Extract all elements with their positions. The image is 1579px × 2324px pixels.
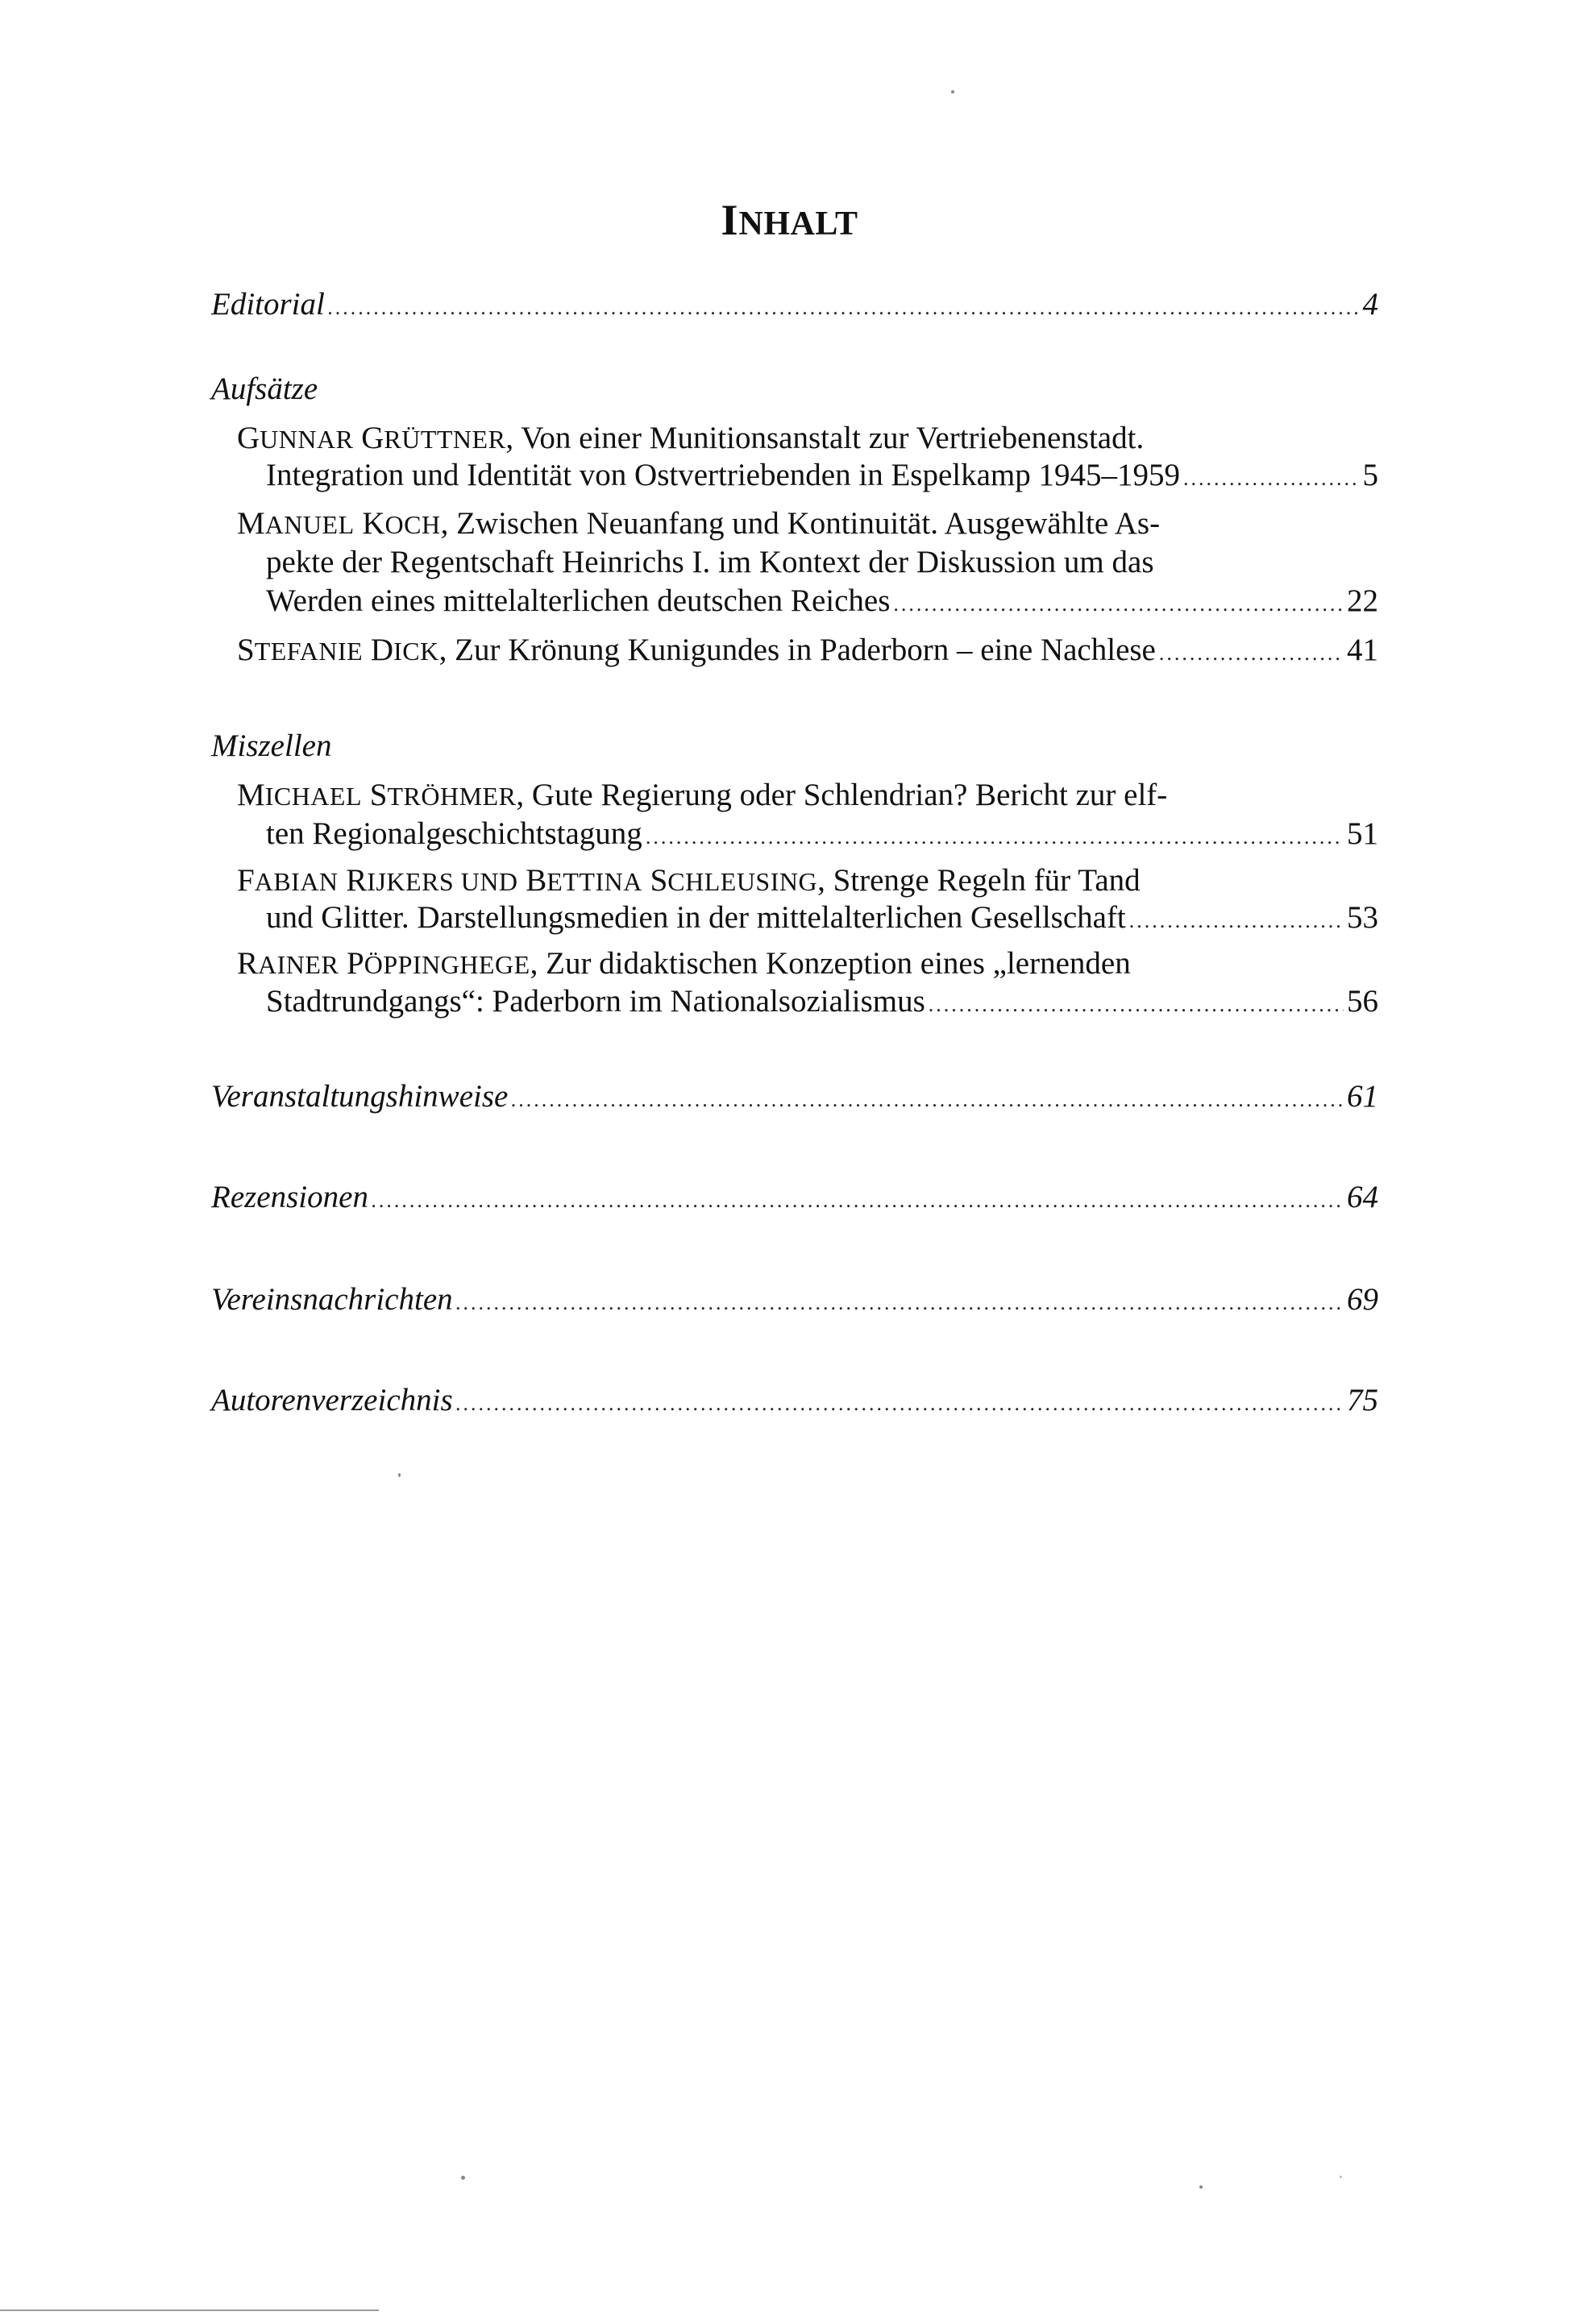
toc-page-number: 64 <box>1347 1180 1378 1214</box>
toc-entry-vereinsnachrichten <box>211 1281 1378 1318</box>
toc-page-number: 51 <box>1347 816 1378 851</box>
toc-entry-koch-line1 <box>237 505 1378 542</box>
author-name: MICHAEL STRÖHMER <box>237 778 517 812</box>
scan-speck <box>1340 2176 1342 2178</box>
toc-label: Vereinsnachrichten <box>211 1282 453 1317</box>
entry-text <box>237 632 1156 670</box>
scan-speck <box>398 1473 401 1477</box>
toc-entry-poeppinghege-line1 <box>237 945 1378 982</box>
author-name: MANUEL KOCH <box>237 506 441 541</box>
entry-title: Werden eines mittelalterlichen deutschen Reiches <box>266 583 891 618</box>
toc-entry-koch-line3 <box>266 583 1378 620</box>
entry-title: , Zwischen Neuanfang und Kontinuität. Ausgewählte As- <box>440 506 1161 541</box>
entry-title: pekte der Regentschaft Heinrichs I. im Kontext der Diskussion um das <box>266 545 1154 579</box>
scan-speck <box>1199 2185 1203 2189</box>
toc-page-number: 22 <box>1347 583 1378 618</box>
toc-entry-gruettner-line1 <box>237 420 1378 457</box>
toc-page-number: 4 <box>1362 287 1378 322</box>
author-name: STEFANIE DICK <box>237 633 439 667</box>
toc-entry-autorenverzeichnis <box>211 1382 1378 1419</box>
dot-leader <box>456 1284 1344 1322</box>
toc-page-number: 53 <box>1347 900 1378 935</box>
scan-edge-line <box>0 2309 379 2311</box>
dot-leader <box>1129 903 1344 940</box>
toc-label: Autorenverzeichnis <box>211 1383 453 1417</box>
entry-title: , Zur Krönung Kunigundes in Paderborn – eine Nachlese <box>438 633 1156 667</box>
toc-entry-koch-line2 <box>266 544 1378 581</box>
toc-page-number: 41 <box>1347 633 1378 667</box>
dot-leader <box>893 586 1344 623</box>
entry-title: Stadtrundgangs“: Paderborn im Nationalsozialismus <box>266 984 925 1019</box>
section-heading-aufsaetze: Aufsätze <box>211 371 318 406</box>
dot-leader <box>511 1081 1344 1118</box>
section-heading-miszellen: Miszellen <box>211 728 332 763</box>
toc-entry-stroehmer-line1 <box>237 777 1378 814</box>
toc-page-number: 61 <box>1347 1079 1378 1114</box>
toc-entry-rijkers-line2 <box>266 899 1378 936</box>
dot-leader <box>646 819 1344 856</box>
toc-entry-rijkers-line1 <box>237 862 1378 899</box>
page-title-text: INHALT <box>721 196 858 244</box>
entry-title: , Von einer Munitionsanstalt zur Vertriebenenstadt. <box>505 421 1145 455</box>
author-name: FABIAN RIJKERS UND BETTINA SCHLEUSING <box>237 863 818 898</box>
page-title <box>0 195 1579 245</box>
author-name: RAINER PÖPPINGHEGE <box>237 946 530 981</box>
toc-entry-editorial <box>211 286 1378 323</box>
dot-leader <box>1183 460 1360 497</box>
toc-label: Rezensionen <box>211 1180 368 1214</box>
toc-page-number: 69 <box>1347 1282 1378 1317</box>
entry-title: , Zur didaktischen Konzeption eines „lernenden <box>530 946 1131 981</box>
dot-leader <box>929 986 1344 1023</box>
toc-page-number: 56 <box>1347 984 1378 1019</box>
toc-entry-veranstaltungshinweise <box>211 1078 1378 1115</box>
dot-leader <box>372 1182 1344 1219</box>
author-name: GUNNAR GRÜTTNER <box>237 421 506 455</box>
toc-label: Editorial <box>211 287 325 322</box>
dot-leader <box>1159 635 1344 672</box>
toc-page-number: 75 <box>1347 1383 1378 1417</box>
toc-entry-gruettner-line2 <box>266 457 1378 494</box>
entry-title: , Strenge Regeln für Tand <box>817 863 1141 898</box>
toc-label: Veranstaltungshinweise <box>211 1079 509 1114</box>
dot-leader <box>456 1385 1344 1422</box>
entry-title: und Glitter. Darstellungsmedien in der mittelalterlichen Gesellschaft <box>266 900 1126 935</box>
entry-title: ten Regionalgeschichtstagung <box>266 816 642 851</box>
toc-entry-poeppinghege-line2 <box>266 983 1378 1020</box>
dot-leader <box>328 289 1360 326</box>
toc-entry-dick <box>237 632 1378 669</box>
toc-entry-rezensionen <box>211 1179 1378 1216</box>
entry-title: , Gute Regierung oder Schlendrian? Bericht zur elf- <box>516 778 1168 812</box>
toc-page-number: 5 <box>1362 458 1378 492</box>
entry-title: Integration und Identität von Ostvertriebenden in Espelkamp 1945–1959 <box>266 458 1180 492</box>
scan-speck <box>461 2176 465 2180</box>
toc-entry-stroehmer-line2 <box>266 815 1378 853</box>
scan-speck <box>951 90 954 93</box>
